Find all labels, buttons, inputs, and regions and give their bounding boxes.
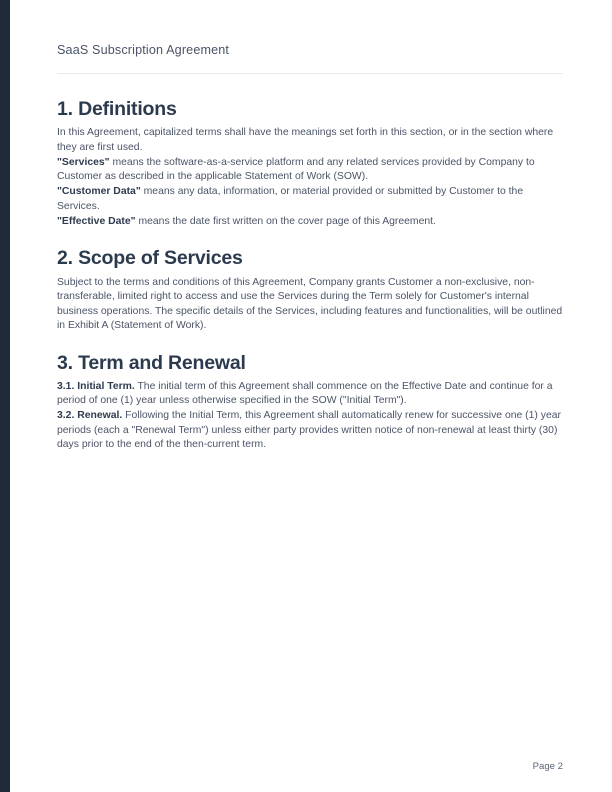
paragraph-text: Subject to the terms and conditions of this Agreement, Company grants Customer a non-exclusive, non-transferable, limited right to access and use the Services during the Term solely for Customer's internal business operations. The specific details of the Services, including features and functionalities, will be outlined in Exhibit A (Statement of Work). [57, 276, 563, 332]
paragraph [57, 276, 563, 334]
paragraph-text: means the date first written on the cover page of this Agreement. [135, 215, 436, 227]
paragraph [57, 156, 563, 185]
document-header [57, 0, 563, 74]
page-number: Page 2 [532, 761, 563, 772]
section-definitions [57, 96, 563, 229]
document-footer [10, 756, 612, 774]
paragraph [57, 185, 563, 214]
section-heading: 1. Definitions [57, 98, 177, 120]
left-accent-bar [0, 0, 10, 792]
paragraph-text: In this Agreement, capitalized terms shall have the meanings set forth in this section, or in the section where they are first used. [57, 127, 554, 153]
document-title: SaaS Subscription Agreement [57, 43, 230, 57]
paragraph-text: The initial term of this Agreement shall commence on the Effective Date and continue for a period of one (1) year unless otherwise specified in the SOW ("Initial Term"). [57, 380, 553, 407]
paragraph [57, 409, 563, 453]
paragraph [57, 215, 563, 230]
section-heading: 2. Scope of Services [57, 247, 243, 270]
paragraph-lead: "Customer Data" [57, 186, 141, 198]
paragraph [57, 380, 563, 409]
document-body [57, 74, 563, 453]
paragraph [57, 126, 563, 155]
section-heading: 3. Term and Renewal [57, 351, 246, 374]
paragraph-lead: 3.1. Initial Term. [57, 380, 135, 392]
paragraph-text: means the software-as-a-service platform and any related services provided by Company to Customer as described in the applicable Statement of Work (SOW). [57, 156, 535, 183]
paragraph-lead: "Services" [57, 156, 110, 168]
section-scope-of-services [57, 245, 563, 333]
section-term-and-renewal [57, 350, 563, 453]
paragraph-text: means any data, information, or material provided or submitted by Customer to the Services. [57, 186, 524, 212]
paragraph-lead: 3.2. Renewal. [57, 410, 123, 422]
paragraph-lead: "Effective Date" [57, 215, 136, 227]
paragraph-text: Following the Initial Term, this Agreement shall automatically renew for successive one (1) year periods (each a "Renewal Term") unless either party provides written notice of non-renewal at least thirty (30) days prior to the end of the then-current term. [57, 410, 561, 451]
page-content-area [10, 0, 612, 792]
